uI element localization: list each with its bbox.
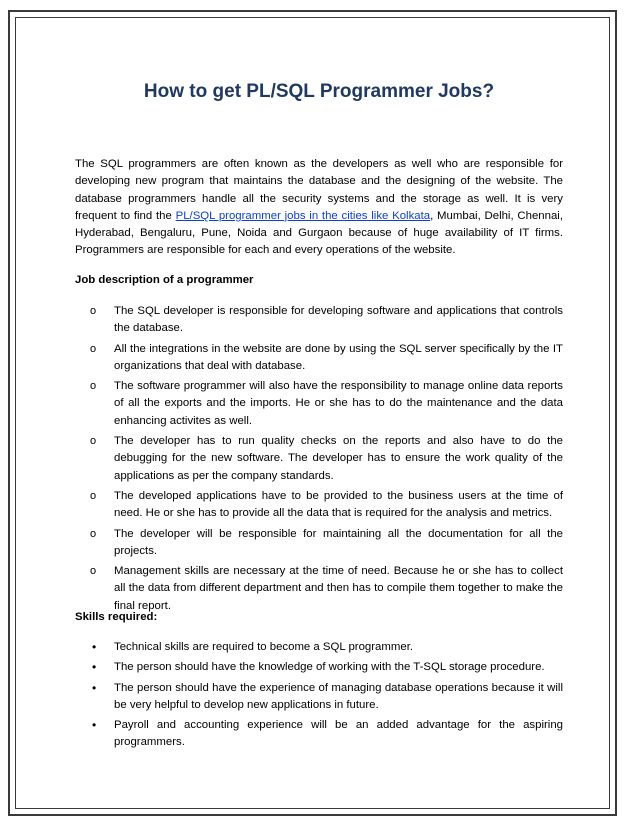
document-title: How to get PL/SQL Programmer Jobs? — [143, 81, 495, 102]
circle-bullet-icon: o — [90, 435, 97, 448]
bullet-icon: • — [92, 718, 97, 733]
circle-bullet-icon: o — [90, 342, 97, 355]
intro-text-before-link: The SQL programmers are often known as the developers as well who are responsible for developing new program that maintains the database and the designing of the website. The database programmers handle all the security systems and the storage as well. It is very frequent to find the — [75, 158, 563, 222]
circle-bullet-icon: o — [90, 305, 97, 317]
job-description-list — [75, 303, 563, 618]
intro-text-after-link: , Mumbai, Delhi, Chennai, Hyderabad, Bengaluru, Pune, Noida and Gurgaon because of huge availability of IT firms. Programmers are responsible for each and every operations of the website. — [75, 209, 563, 257]
list-item: • Technical skills are required to become a SQL programmer. — [75, 639, 563, 656]
bullet-icon: • — [92, 680, 97, 695]
skills-list — [75, 639, 563, 755]
list-item: o Management skills are necessary at the time of need. Because he or she has to collect all the data from different department and then has to compile them together to make the final report. — [90, 565, 563, 612]
circle-bullet-icon: o — [90, 380, 97, 393]
list-item: o The developer has to run quality checks on the reports and also have to do the debugging for the new software. The developer has to ensure the work quality of the applications as per the company standards. — [90, 435, 563, 482]
circle-bullet-icon: o — [90, 527, 97, 540]
list-item: o All the integrations in the website are done by using the SQL server specifically by the IT organizations that deal with database. — [90, 342, 563, 372]
circle-bullet-icon: o — [90, 565, 97, 578]
list-item: o The developer will be responsible for maintaining all the documentation for all the projects. — [90, 527, 563, 557]
list-item: o The developed applications have to be provided to the business users at the time of need. He or she has to provide all the data that is required for the analysis and metrics. — [90, 489, 563, 520]
job-description-heading: Job description of a programmer — [75, 274, 254, 286]
list-item: • The person should have the knowledge of working with the T-SQL storage procedure. — [75, 659, 563, 676]
list-item: o The software programmer will also have the responsibility to manage online data reports of all the exports and the imports. He or she has to do the maintenance and the data enhancing activites as well. — [90, 380, 563, 427]
skills-heading: Skills required: — [75, 611, 158, 623]
bullet-icon: • — [92, 660, 97, 675]
circle-bullet-icon: o — [90, 489, 97, 502]
kolkata-jobs-link[interactable]: PL/SQL programmer jobs in the cities like Kolkata — [175, 209, 431, 222]
list-item: o The SQL developer is responsible for developing software and applications that controls the database. — [90, 305, 563, 335]
bullet-icon: • — [92, 640, 97, 654]
intro-paragraph — [75, 156, 563, 260]
list-item: • The person should have the experience of managing database operations because it will be very helpful to develop new applications in future. — [92, 680, 563, 711]
list-item: • Payroll and accounting experience will be an added advantage for the aspiring programmers. — [92, 718, 563, 749]
